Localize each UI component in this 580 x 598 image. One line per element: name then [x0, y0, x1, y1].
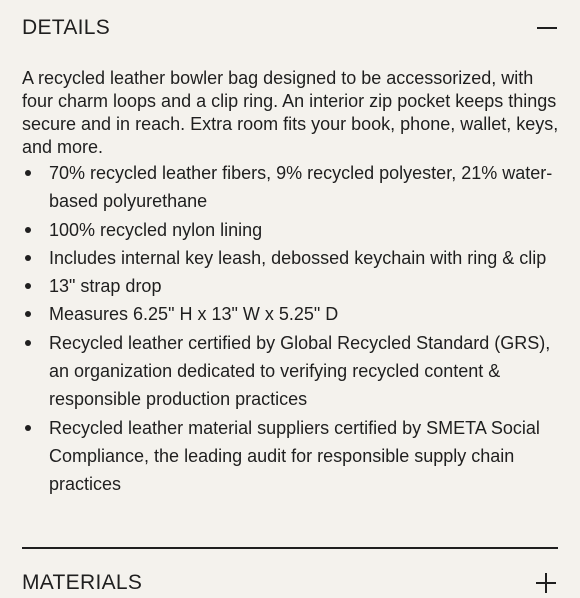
feature-text: Recycled leather certified by Global Recycled Standard (GRS), an organization dedicated to verifying recycled content & responsible production practices — [49, 332, 551, 410]
feature-item — [22, 159, 562, 216]
bullet-icon — [25, 311, 31, 317]
feature-item — [22, 414, 562, 499]
materials-accordion-header[interactable] — [22, 568, 558, 598]
bullet-icon — [25, 283, 31, 289]
bullet-icon — [25, 340, 31, 346]
feature-text: Includes internal key leash, debossed keychain with ring & clip — [49, 247, 547, 268]
bullet-icon — [25, 227, 31, 233]
feature-item — [22, 329, 562, 414]
feature-text: Recycled leather material suppliers certified by SMETA Social Compliance, the leading audit for responsible supply chain practices — [49, 417, 540, 495]
product-description: A recycled leather bowler bag designed to be accessorized, with four charm loops and a clip ring. An interior zip pocket keeps things secure and in reach. Extra room fits your book, phone, wallet, keys, and more. — [22, 68, 559, 157]
feature-text: 13" strap drop — [49, 276, 162, 297]
section-divider — [22, 547, 558, 549]
feature-text: 100% recycled nylon lining — [49, 219, 263, 240]
feature-text: 70% recycled leather fibers, 9% recycled polyester, 21% water-based polyurethane — [49, 163, 553, 212]
details-section-title: DETAILS — [22, 16, 111, 39]
details-accordion-header[interactable] — [22, 12, 558, 44]
plus-icon[interactable] — [536, 573, 556, 593]
bullet-icon — [25, 255, 31, 261]
feature-item — [22, 216, 562, 244]
feature-item — [22, 300, 562, 328]
feature-item — [22, 244, 562, 272]
feature-text: Measures 6.25" H x 13" W x 5.25" D — [49, 304, 339, 325]
feature-list — [22, 159, 562, 499]
details-content — [22, 67, 562, 499]
minus-icon[interactable] — [536, 17, 558, 39]
bullet-icon — [25, 425, 31, 431]
materials-section-title: MATERIALS — [22, 571, 143, 594]
bullet-icon — [25, 170, 31, 176]
feature-item — [22, 272, 562, 300]
